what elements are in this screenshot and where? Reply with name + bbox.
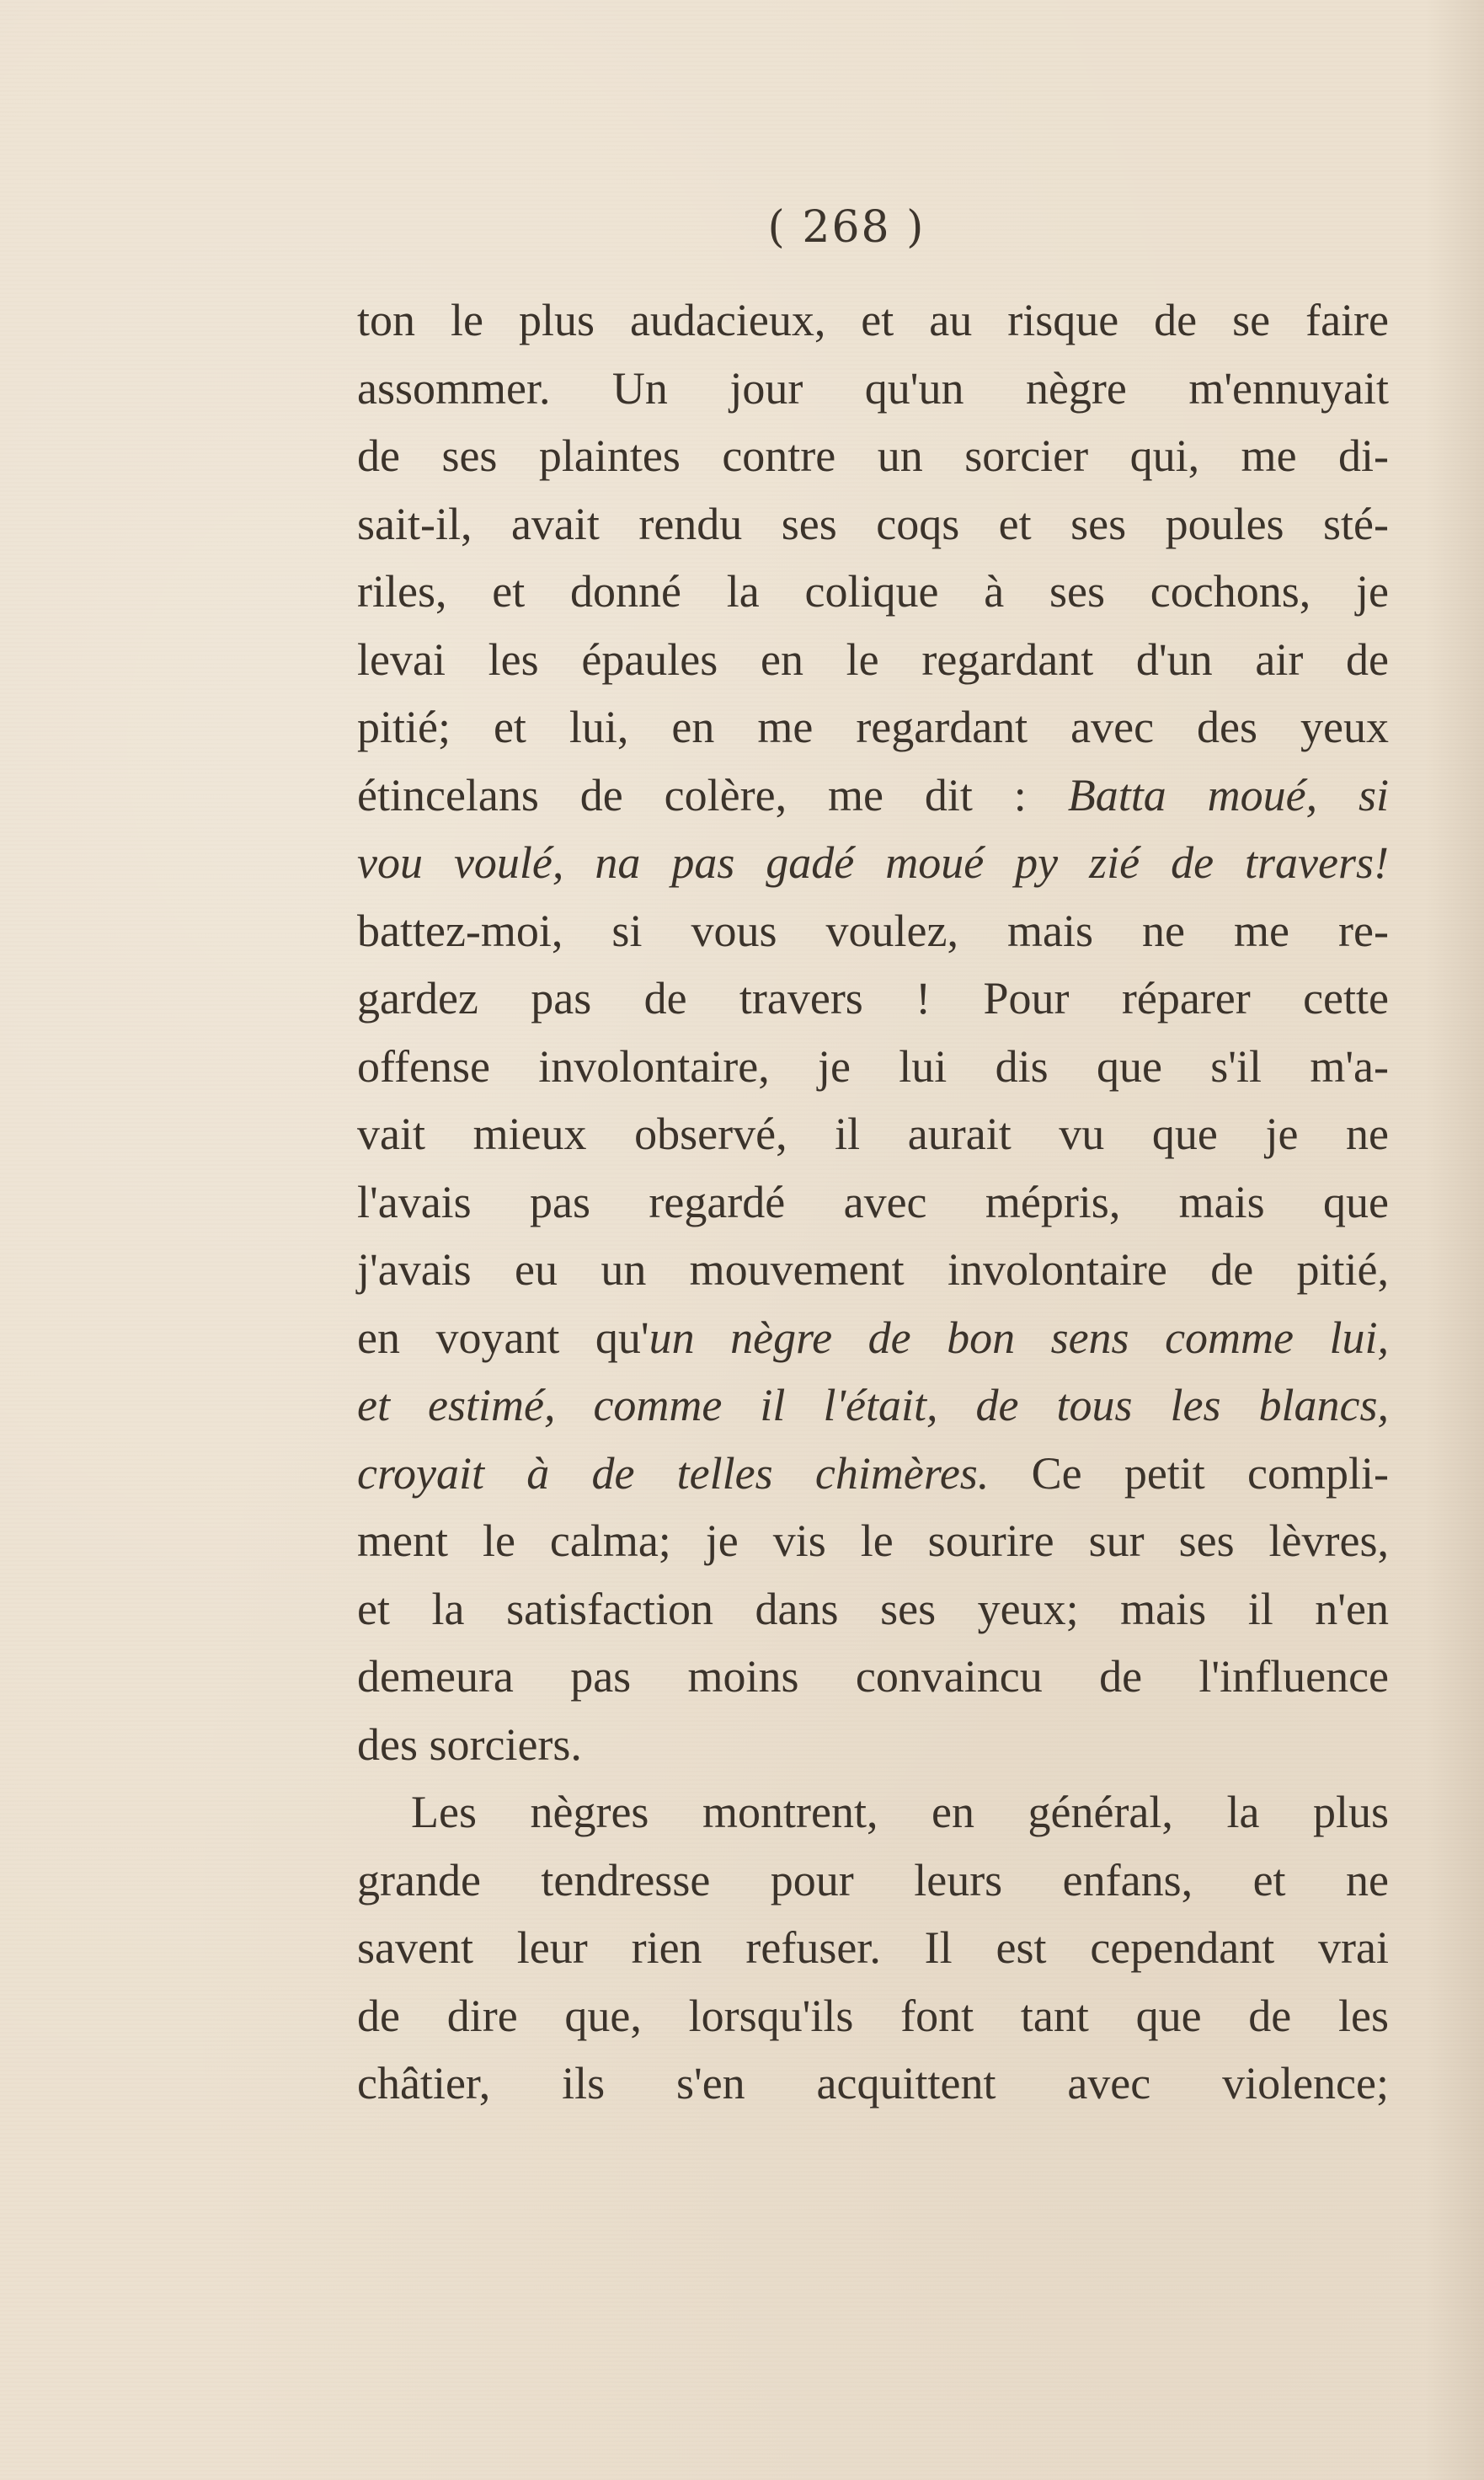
text-run: étincelans de colère, me dit :	[357, 769, 1068, 820]
text-run: en voyant qu'	[357, 1312, 649, 1363]
text-run: gardez pas de travers ! Pour réparer cette	[357, 973, 1389, 1024]
text-run: assommer. Un jour qu'un nègre m'ennuyait	[357, 362, 1389, 414]
text-run: Ce petit compli-	[989, 1447, 1390, 1499]
text-run: ment le calma; je vis le sourire sur ses lèvres,	[357, 1515, 1389, 1566]
text-run: des sorciers.	[357, 1718, 582, 1770]
text-line	[357, 1304, 1389, 1372]
text-line	[357, 1440, 1389, 1508]
text-line	[357, 1100, 1389, 1168]
text-line	[357, 829, 1389, 897]
text-line	[357, 558, 1389, 626]
text-line	[357, 490, 1389, 559]
text-run: offense involontaire, je lui dis que s'il m'a-	[357, 1040, 1389, 1092]
text-run: l'avais pas regardé avec mépris, mais que	[357, 1176, 1389, 1227]
text-line	[357, 355, 1389, 423]
text-run: levai les épaules en le regardant d'un air de	[357, 633, 1389, 685]
text-run: de dire que, lorsqu'ils font tant que de les	[357, 1990, 1389, 2041]
text-run: j'avais eu un mouvement involontaire de pitié,	[357, 1244, 1389, 1295]
text-line	[357, 1847, 1389, 1915]
italic-text: et estimé, comme il l'était, de tous les blancs,	[357, 1380, 1389, 1430]
text-line	[357, 286, 1389, 355]
text-line	[357, 762, 1389, 830]
text-run: riles, et donné la colique à ses cochons, je	[357, 566, 1389, 617]
text-run: Les nègres montrent, en général, la plus	[411, 1787, 1389, 1837]
text-line	[357, 2050, 1389, 2118]
text-run: châtier, ils s'en acquittent avec violence;	[357, 2058, 1389, 2109]
text-line	[357, 1236, 1389, 1304]
text-line	[357, 1168, 1389, 1237]
text-run: ton le plus audacieux, et au risque de se faire	[357, 295, 1389, 345]
text-line	[357, 626, 1389, 694]
text-line	[357, 1914, 1389, 1982]
page-edge-shadow	[1425, 0, 1484, 2480]
text-line	[357, 1643, 1389, 1711]
italic-text: Batta moué, si	[1067, 769, 1389, 820]
text-line	[357, 1033, 1389, 1101]
italic-text: un nègre de bon sens comme lui,	[649, 1312, 1389, 1363]
text-run: battez-moi, si vous voulez, mais ne me re-	[357, 905, 1389, 956]
text-line	[357, 1711, 1389, 1779]
text-line	[357, 693, 1389, 762]
text-line	[357, 1575, 1389, 1644]
text-line	[357, 897, 1389, 965]
text-line	[357, 1371, 1389, 1440]
text-line	[357, 1778, 1389, 1847]
text-run: grande tendresse pour leurs enfans, et ne	[357, 1854, 1389, 1905]
text-line	[357, 1982, 1389, 2050]
page-number: ( 268 )	[767, 202, 926, 253]
text-line	[357, 965, 1389, 1033]
italic-text: vou voulé, na pas gadé moué py zié de travers!	[357, 837, 1389, 888]
text-run: pitié; et lui, en me regardant avec des yeux	[357, 702, 1389, 752]
text-run: sait-il, avait rendu ses coqs et ses poules sté-	[357, 498, 1389, 549]
text-line	[357, 1507, 1389, 1575]
italic-text: croyait à de telles chimères.	[357, 1447, 990, 1499]
text-run: de ses plaintes contre un sorcier qui, me di-	[357, 430, 1389, 481]
text-run: vait mieux observé, il aurait vu que je ne	[357, 1109, 1389, 1159]
text-run: et la satisfaction dans ses yeux; mais il n'en	[357, 1583, 1389, 1634]
body-text	[357, 286, 1389, 2118]
text-run: demeura pas moins convaincu de l'influence	[357, 1651, 1389, 1702]
text-line	[357, 422, 1389, 490]
text-run: savent leur rien refuser. Il est cependant vrai	[357, 1922, 1389, 1973]
